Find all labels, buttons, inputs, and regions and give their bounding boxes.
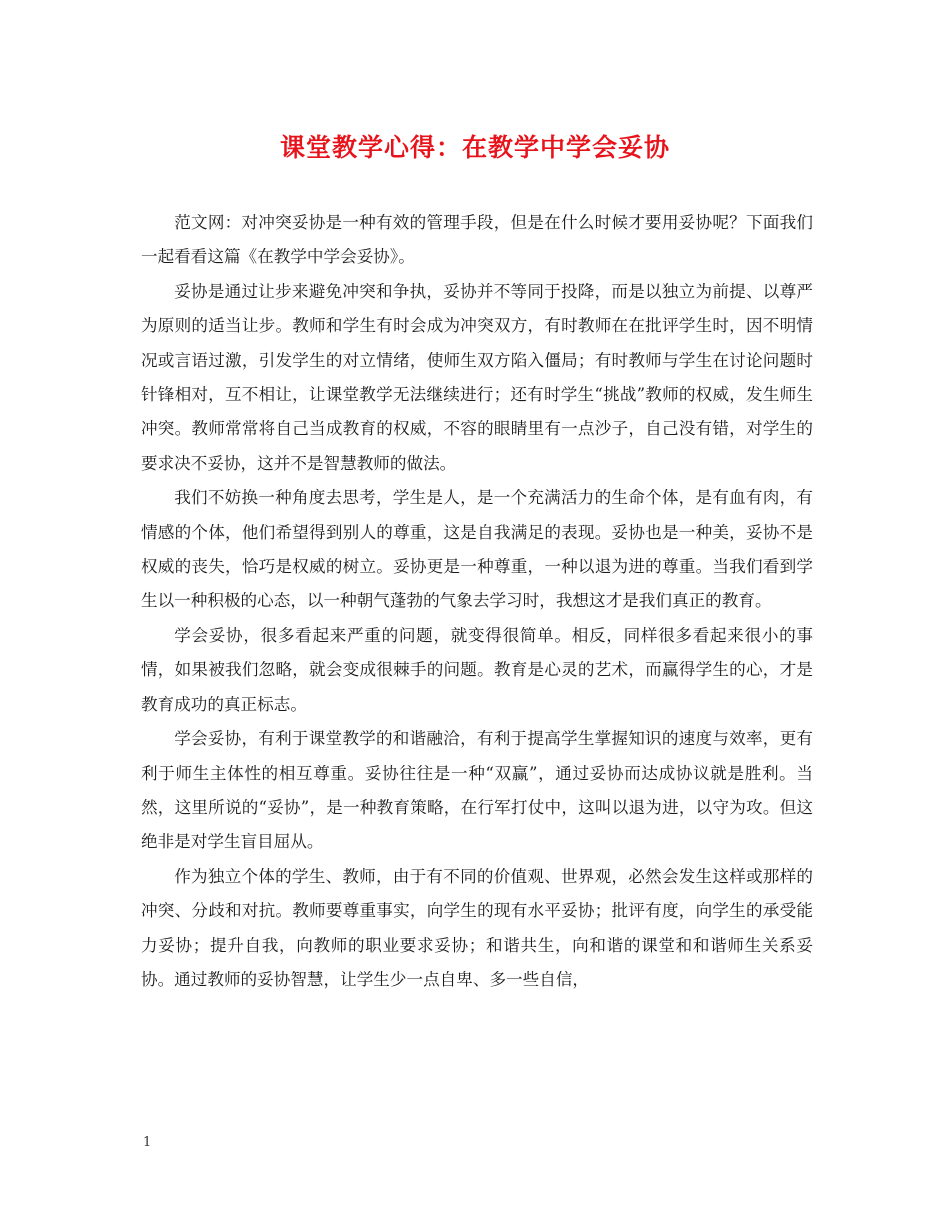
paragraph: 作为独立个体的学生、教师，由于有不同的价值观、世界观，必然会发生这样或那样的冲突、分歧和对抗。教师要尊重事实，向学生的现有水平妥协；批评有度，向学生的承受能力妥协；提升自我，向教师的职业要求妥协；和谐共生，向和谐的课堂和和谐师生关系妥协。通过教师的妥协智慧，让学生少一点自卑、多一些自信， (141, 866, 813, 989)
document-title: 课堂教学心得：在教学中学会妥协 (279, 133, 670, 162)
paragraph: 学会妥协，有利于课堂教学的和谐融洽，有利于提高学生掌握知识的速度与效率，更有利于师生主体性的相互尊重。妥协往往是一种“双赢”，通过妥协而达成协议就是胜利。当然，这里所说的“妥协”，是一种教育策略，在行军打仗中，这叫以退为进，以守为攻。但这绝非是对学生盲目屈从。 (141, 729, 813, 852)
page-number: 1 (143, 1135, 152, 1150)
paragraph: 妥协是通过让步来避免冲突和争执，妥协并不等同于投降，而是以独立为前提、以尊严为原则的适当让步。教师和学生有时会成为冲突双方，有时教师在在批评学生时，因不明情况或言语过激，引发学生的对立情绪，使师生双方陷入僵局；有时教师与学生在讨论问题时针锋相对，互不相让，让课堂教学无法继续进行；还有时学生“挑战”教师的权威，发生师生冲突。教师常常将自己当成教育的权威，不容的眼睛里有一点沙子，自己没有错，对学生的要求决不妥协，这并不是智慧教师的做法。 (141, 281, 813, 473)
paragraph-intro: 范文网：对冲突妥协是一种有效的管理手段，但是在什么时候才要用妥协呢？下面我们一起看看这篇《在教学中学会妥协》。 (141, 213, 813, 267)
document-body (141, 206, 813, 997)
paragraph: 我们不妨换一种角度去思考，学生是人，是一个充满活力的生命个体，是有血有肉，有情感的个体，他们希望得到别人的尊重，这是自我满足的表现。妥协也是一种美，妥协不是权威的丧失，恰巧是权威的树立。妥协更是一种尊重，一种以退为进的尊重。当我们看到学生以一种积极的心态，以一种朝气蓬勃的气象去学习时，我想这才是我们真正的教育。 (141, 488, 813, 611)
paragraph: 学会妥协，很多看起来严重的问题，就变得很简单。相反，同样很多看起来很小的事情，如果被我们忽略，就会变成很棘手的问题。教育是心灵的艺术，而赢得学生的心，才是教育成功的真正标志。 (141, 625, 813, 714)
